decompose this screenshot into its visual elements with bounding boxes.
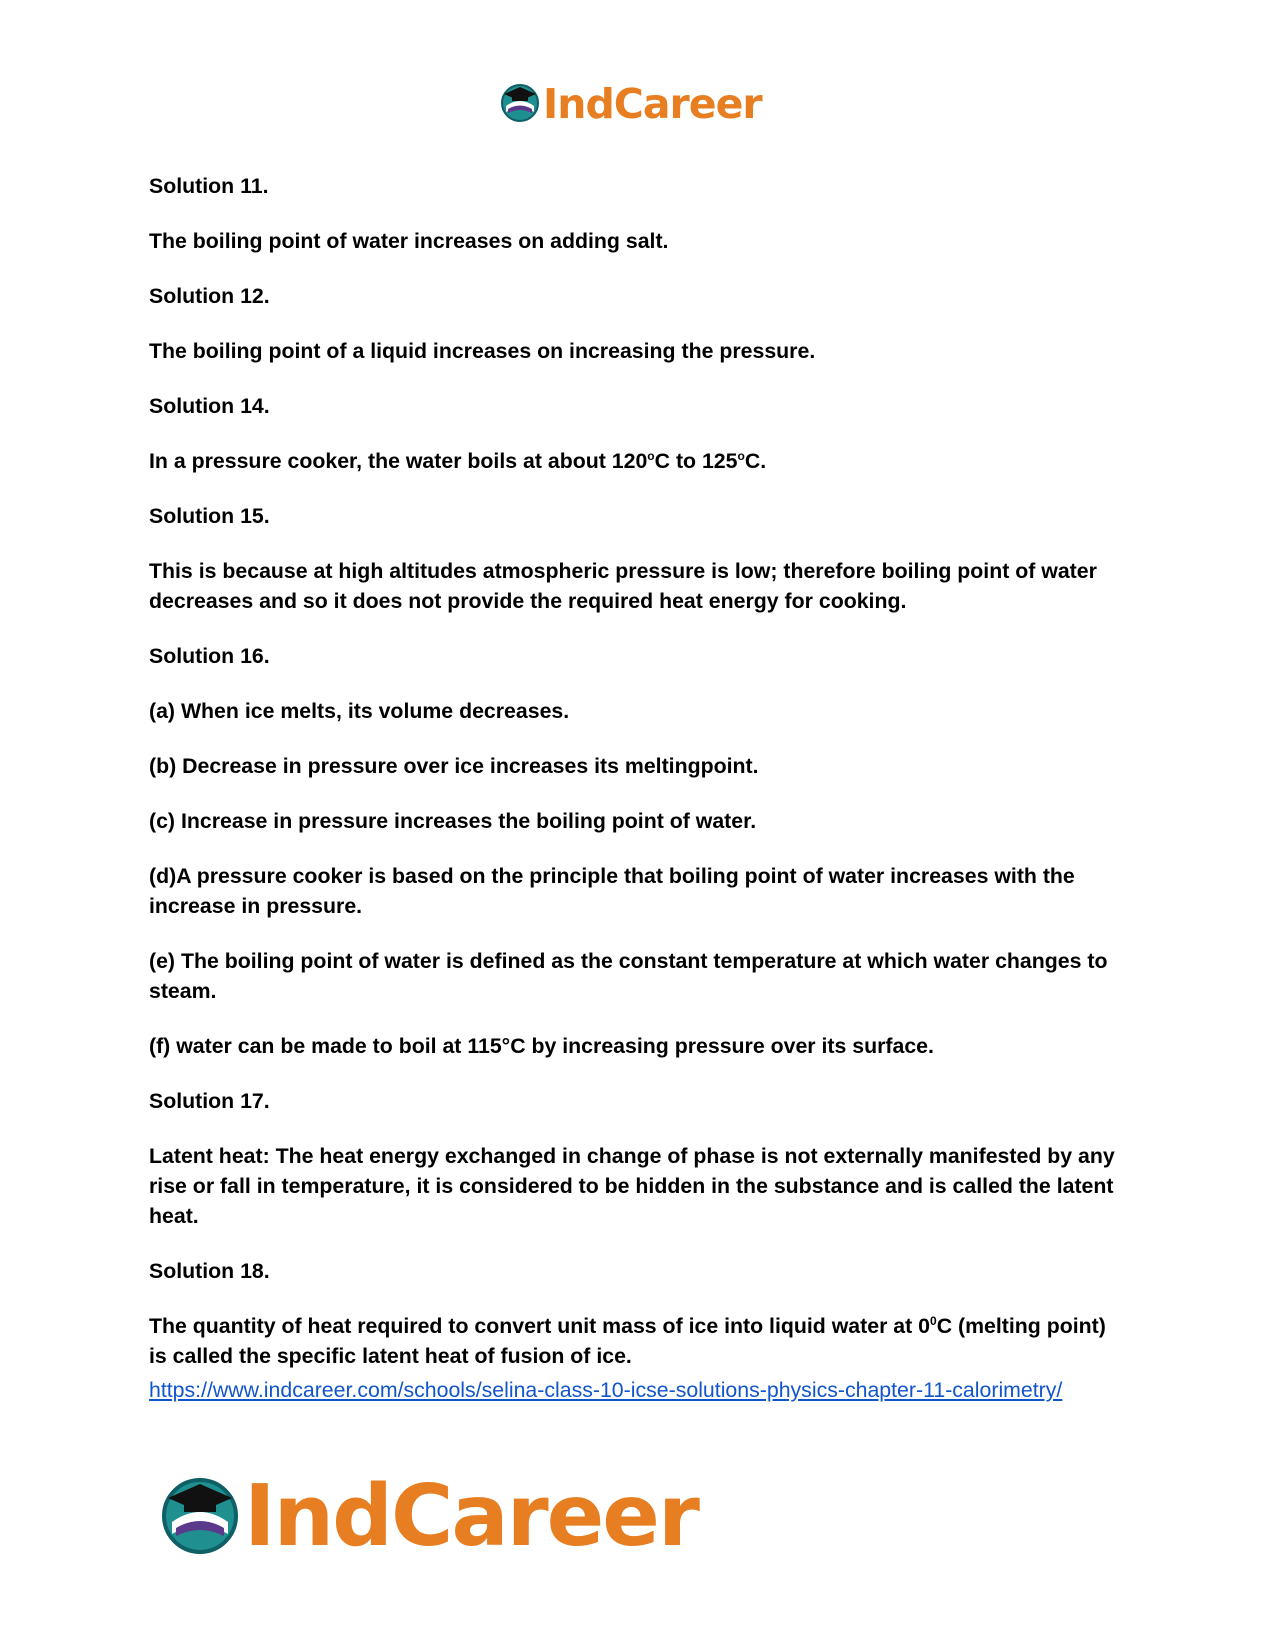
solution-heading: Solution 15. [149,504,270,528]
solution-heading: Solution 12. [149,284,270,308]
header-logo [500,80,762,128]
degree-superscript: o [737,449,745,463]
solution-heading: Solution 18. [149,1259,270,1283]
answer-text: This is because at high altitudes atmospheric pressure is low; therefore boiling point of water decreases and so it does not provide the required heat energy for cooking. [149,559,1097,613]
source-link[interactable]: https://www.indcareer.com/schools/selina-class-10-icse-solutions-physics-chapter-11-calorimetry/ [149,1378,1063,1402]
solution-heading: Solution 16. [149,644,270,668]
answer-item: (f) water can be made to boil at 115°C by increasing pressure over its surface. [149,1034,934,1058]
answer-text: The boiling point of water increases on adding salt. [149,229,669,253]
logo-text: IndCareer [543,80,762,128]
answer-text: Latent heat: The heat energy exchanged in change of phase is not externally manifested by any rise or fall in temperature, it is considered to be hidden in the substance and is called the latent heat. [149,1144,1115,1228]
degree-superscript: 0 [930,1314,937,1328]
answer-text: The boiling point of a liquid increases on increasing the pressure. [149,339,816,363]
answer-text: In a pressure cooker, the water boils at about 120$^o$C to 125$^o$C. [149,449,767,473]
answer-item: (e) The boiling point of water is defined as the constant temperature at which water changes to steam. [149,949,1108,1003]
logo-text: IndCareer [244,1467,698,1566]
solution-heading: Solution 14. [149,394,270,418]
answer-item: (c) Increase in pressure increases the boiling point of water. [149,809,757,833]
answer-item: (b) Decrease in pressure over ice increases its meltingpoint. [149,754,759,778]
solution-heading: Solution 11. [149,174,269,198]
footer-logo [160,1467,698,1566]
graduation-cap-globe-icon [500,82,540,127]
graduation-cap-globe-icon [160,1474,240,1559]
degree-superscript: o [647,449,655,463]
document-body [149,171,1124,1407]
solution-heading: Solution 17. [149,1089,270,1113]
answer-item: (a) When ice melts, its volume decreases. [149,699,570,723]
answer-item: (d)A pressure cooker is based on the principle that boiling point of water increases with the increase in pressure. [149,864,1075,918]
answer-text: The quantity of heat required to convert unit mass of ice into liquid water at $0^0C$ (melting point) is called the specific latent heat of fusion of ice. [149,1314,1106,1368]
